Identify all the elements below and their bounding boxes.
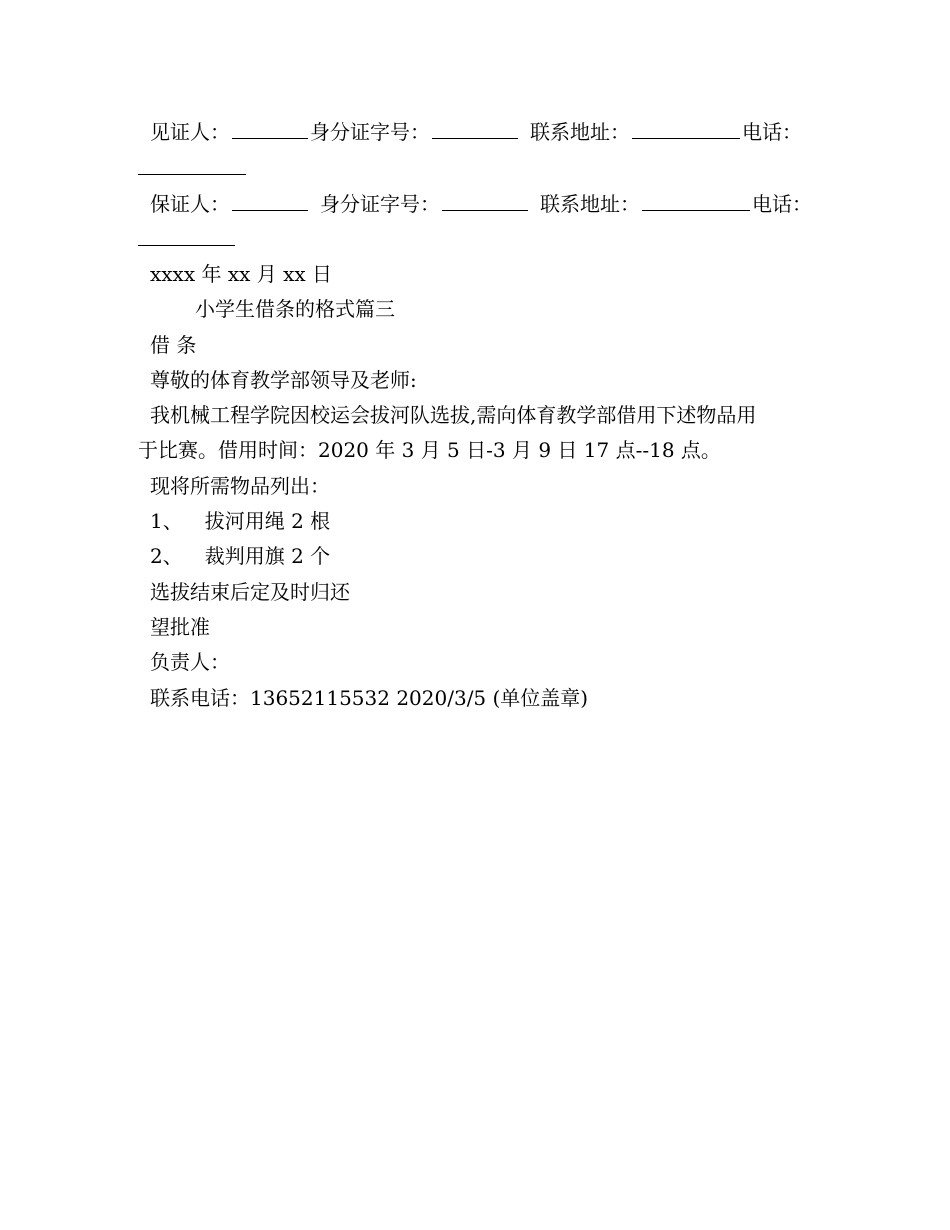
guarantor-address-label: 联系地址： xyxy=(540,192,640,216)
body-line-1: 我机械工程学院因校运会拔河队选拔,需向体育教学部借用下述物品用 xyxy=(150,403,757,427)
guarantor-label: 保证人： xyxy=(150,192,230,216)
salutation: 尊敬的体育教学部领导及老师: xyxy=(150,368,417,392)
witness-id-label: 身分证字号： xyxy=(310,120,430,144)
guarantor-name-blank xyxy=(232,192,308,211)
witness-name-blank xyxy=(232,120,308,139)
witness-id-blank xyxy=(432,120,518,139)
witness-phone-blank xyxy=(138,156,246,175)
witness-label: 见证人： xyxy=(150,120,230,144)
section-title: 小学生借条的格式篇三 xyxy=(195,297,395,321)
guarantor-id-label: 身分证字号： xyxy=(320,192,440,216)
witness-phone-label: 电话： xyxy=(742,120,802,144)
item-index: 1、 xyxy=(150,509,183,533)
item-index: 2、 xyxy=(150,544,183,568)
items-intro: 现将所需物品列出： xyxy=(150,474,330,498)
responsible-label: 负责人： xyxy=(150,650,230,674)
witness-address-blank xyxy=(632,120,740,139)
guarantor-phone-blank-row xyxy=(138,227,235,251)
guarantor-address-blank xyxy=(642,192,750,211)
guarantor-row xyxy=(150,192,812,216)
guarantor-phone-label: 电话： xyxy=(752,192,812,216)
request-line: 望批准 xyxy=(150,615,210,639)
date-line: xxxx 年 xx 月 xx 日 xyxy=(150,262,333,286)
witness-address-label: 联系地址： xyxy=(530,120,630,144)
item-text: 拔河用绳 2 根 xyxy=(204,509,331,533)
list-item xyxy=(150,509,330,533)
witness-row xyxy=(150,120,802,144)
body-line-2: 于比赛。借用时间：2020 年 3 月 5 日-3 月 9 日 17 点--18 点。 xyxy=(138,438,721,462)
list-item xyxy=(150,544,330,568)
return-note: 选拔结束后定及时归还 xyxy=(150,580,350,604)
guarantor-phone-blank xyxy=(138,227,235,246)
witness-phone-blank-row xyxy=(138,156,246,180)
item-text: 裁判用旗 2 个 xyxy=(204,544,331,568)
contact-line: 联系电话：13652115532 2020/3/5 (单位盖章) xyxy=(150,686,589,710)
note-title: 借 条 xyxy=(150,333,197,357)
guarantor-id-blank xyxy=(442,192,528,211)
